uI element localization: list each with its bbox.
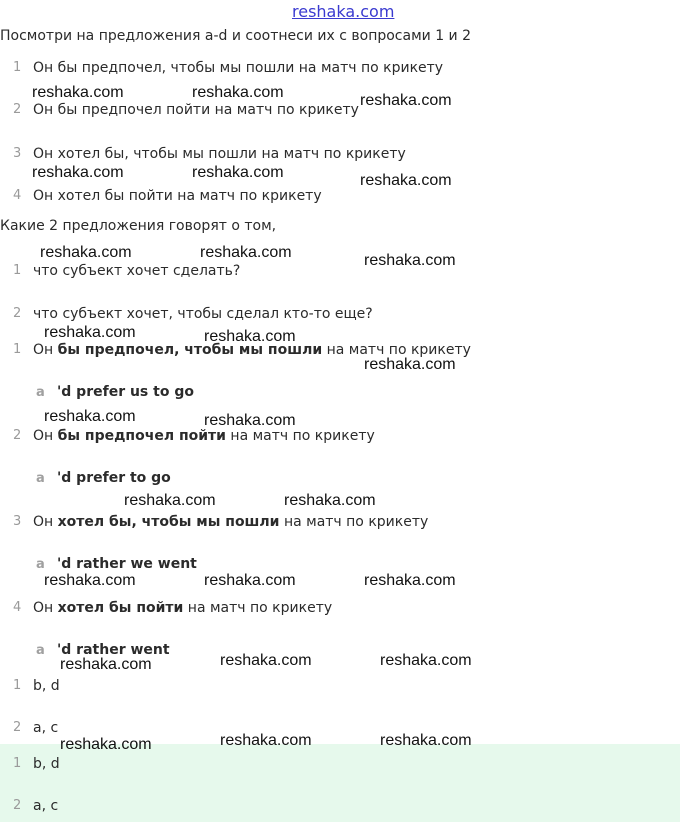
sentence-number: 2 xyxy=(13,102,22,117)
explanation-sentence: Он хотел бы, чтобы мы пошли на матч по крикету xyxy=(33,514,429,530)
watermark: reshaka.com xyxy=(220,732,312,749)
watermark: reshaka.com xyxy=(204,412,296,429)
sentence-number: 1 xyxy=(13,60,22,75)
question-number: 1 xyxy=(13,263,22,278)
final-answer-text: b, d xyxy=(33,756,60,772)
sentence-text: Он бы предпочел пойти на матч по крикету xyxy=(33,102,359,118)
watermark: reshaka.com xyxy=(380,732,472,749)
watermark: reshaka.com xyxy=(364,572,456,589)
watermark: reshaka.com xyxy=(32,164,124,181)
answer-letter: a xyxy=(36,471,45,486)
task-instruction: Посмотри на предложения a-d и соотнеси их с вопросами 1 и 2 xyxy=(0,28,472,44)
answer-translation: 'd prefer to go xyxy=(57,470,171,486)
watermark: reshaka.com xyxy=(40,244,132,261)
watermark: reshaka.com xyxy=(284,492,376,509)
watermark: reshaka.com xyxy=(32,84,124,101)
answer-letter: a xyxy=(36,557,45,572)
watermark: reshaka.com xyxy=(204,328,296,345)
answer-letter: a xyxy=(36,643,45,658)
question-intro: Какие 2 предложения говорят о том, xyxy=(0,218,277,234)
watermark: reshaka.com xyxy=(192,164,284,181)
sentence-number: 4 xyxy=(13,188,22,203)
watermark: reshaka.com xyxy=(44,324,136,341)
final-answer-number: 1 xyxy=(13,756,22,771)
watermark: reshaka.com xyxy=(220,652,312,669)
sentence-text: Он хотел бы, чтобы мы пошли на матч по крикету xyxy=(33,146,406,162)
watermark: reshaka.com xyxy=(192,84,284,101)
explanation-sentence: Он хотел бы пойти на матч по крикету xyxy=(33,600,333,616)
answer-translation: 'd rather we went xyxy=(57,556,197,572)
explanation-sentence: Он бы предпочел пойти на матч по крикету xyxy=(33,428,375,444)
answer-translation: 'd rather went xyxy=(57,642,170,658)
explanation-number: 3 xyxy=(13,514,22,529)
highlighted-phrase: хотел бы, чтобы мы пошли xyxy=(57,514,280,530)
sentence-text: Он бы предпочел, чтобы мы пошли на матч по крикету xyxy=(33,60,444,76)
explanation-sentence: Он бы предпочел, чтобы мы пошли на матч по крикету xyxy=(33,342,471,358)
final-answer-number: 2 xyxy=(13,798,22,813)
answer-letter: a xyxy=(36,385,45,400)
final-answer-text: a, c xyxy=(33,798,59,814)
watermark: reshaka.com xyxy=(360,172,452,189)
sentence-number: 3 xyxy=(13,146,22,161)
explanation-number: 1 xyxy=(13,342,22,357)
result-number: 1 xyxy=(13,678,22,693)
highlighted-phrase: хотел бы пойти xyxy=(57,600,184,616)
result-text: a, c xyxy=(33,720,59,736)
watermark: reshaka.com xyxy=(200,244,292,261)
final-answer-panel xyxy=(0,744,680,822)
watermark: reshaka.com xyxy=(380,652,472,669)
highlighted-phrase: бы предпочел пойти xyxy=(57,428,226,444)
watermark: reshaka.com xyxy=(204,572,296,589)
result-text: b, d xyxy=(33,678,60,694)
watermark: reshaka.com xyxy=(60,736,152,753)
watermark: reshaka.com xyxy=(60,656,152,673)
result-number: 2 xyxy=(13,720,22,735)
highlighted-phrase: бы предпочел, чтобы мы пошли xyxy=(57,342,323,358)
explanation-number: 4 xyxy=(13,600,22,615)
watermark: reshaka.com xyxy=(360,92,452,109)
explanation-number: 2 xyxy=(13,428,22,443)
sentence-text: Он хотел бы пойти на матч по крикету xyxy=(33,188,322,204)
watermark: reshaka.com xyxy=(364,252,456,269)
question-text: что субъект хочет сделать? xyxy=(33,263,241,279)
site-header-link[interactable]: reshaka.com xyxy=(292,2,395,21)
question-text: что субъект хочет, чтобы сделал кто-то еще? xyxy=(33,306,373,322)
watermark: reshaka.com xyxy=(364,356,456,373)
watermark: reshaka.com xyxy=(124,492,216,509)
watermark: reshaka.com xyxy=(44,572,136,589)
question-number: 2 xyxy=(13,306,22,321)
watermark: reshaka.com xyxy=(44,408,136,425)
answer-translation: 'd prefer us to go xyxy=(57,384,194,400)
